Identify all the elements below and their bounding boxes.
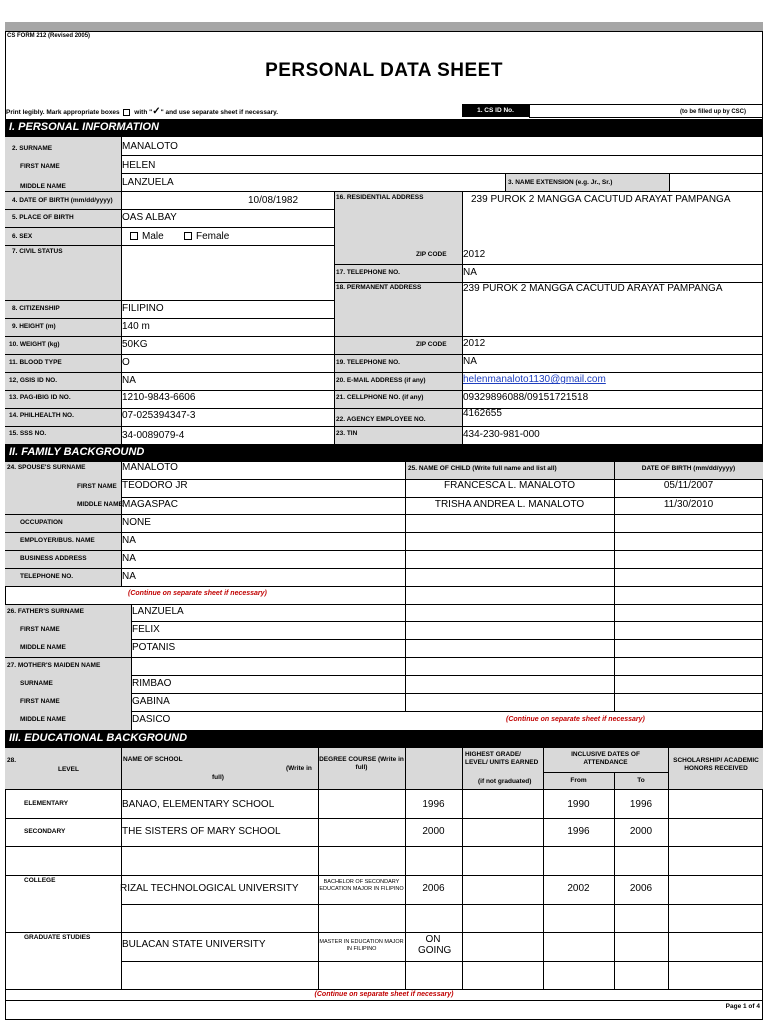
label-sex: 6. SEX [12,233,33,240]
edu-header-level: LEVEL [58,766,79,773]
value-zip-2[interactable]: 2012 [463,338,486,349]
value-father-middle-name[interactable]: POTANIS [132,642,176,653]
label-dob: 4. DATE OF BIRTH (mm/dd/yyyy) [12,197,113,204]
edu-row-degree[interactable]: BACHELOR OF SECONDARY EDUCATION MAJOR IN FILIPINO [319,879,404,892]
edu-row-from[interactable]: 1996 [567,826,590,837]
edu-row-year[interactable]: 2006 [422,883,445,894]
label-first-name: FIRST NAME [20,163,60,170]
label-tel-2: 19. TELEPHONE NO. [336,359,400,366]
label-spouse-middle-name: MIDDLE NAME [77,501,123,508]
continue-note-family-right: (Continue on separate sheet if necessary) [506,716,645,723]
edu-row-school[interactable]: RIZAL TECHNOLOGICAL UNIVERSITY [120,883,299,894]
value-philhealth[interactable]: 07-025394347-3 [122,410,196,421]
edu-header-highest-grade: HIGHEST GRADE/ LEVEL/ UNITS EARNED [465,751,539,766]
value-spouse-surname[interactable]: MANALOTO [122,462,178,473]
instructions: Print legibly. Mark appropriate boxes with "✓" and use separate sheet if necessary. [6,106,279,117]
value-height[interactable]: 140 m [122,321,150,332]
label-mother-first-name: FIRST NAME [20,698,60,705]
checkbox-female-icon[interactable] [184,232,192,240]
edu-row-to[interactable]: 1996 [629,799,653,810]
label-spouse-first-name: FIRST NAME [77,483,117,490]
label-zip-1: ZIP CODE [416,251,447,258]
continue-note-family-left: (Continue on separate sheet if necessary) [128,590,267,597]
value-mother-surname[interactable]: RIMBAO [132,678,172,689]
edu-row-level: COLLEGE [24,877,56,884]
child-dob[interactable]: 05/11/2007 [663,480,714,491]
label-gsis: 12, GSIS ID NO. [9,377,58,384]
edu-header-school: NAME OF SCHOOL [123,756,183,763]
value-dob[interactable]: 10/08/1982 [248,195,299,206]
edu-row-level: ELEMENTARY [24,800,69,807]
edu-header-year-graduated: YEAR GRADUATED [407,742,460,748]
edu-row-year[interactable]: 2000 [422,826,445,837]
value-surname[interactable]: MANALOTO [122,141,178,152]
form-code: CS FORM 212 (Revised 2005) [7,33,91,39]
edu-row-level: SECONDARY [24,828,66,835]
label-perm-address: 18. PERMANENT ADDRESS [336,284,422,291]
label-spouse-surname: 24. SPOUSE'S SURNAME [7,464,86,471]
label-business-address: BUSINESS ADDRESS [20,555,87,562]
edu-header-degree: DEGREE COURSE (Write in full) [319,756,404,771]
label-middle-name: MIDDLE NAME [20,183,66,190]
edu-row-school[interactable]: BANAO, ELEMENTARY SCHOOL [122,799,275,810]
value-tel-1[interactable]: NA [463,267,477,278]
edu-header-highest-note: (if not graduated) [478,778,532,785]
edu-row-degree[interactable]: MASTER IN EDUCATION MAJOR IN FILIPINO [319,939,404,952]
section-family-background: II. FAMILY BACKGROUND [5,444,763,461]
edu-header-num: 28. [7,757,17,764]
label-pagibig: 13. PAG-IBIG ID NO. [9,394,71,401]
edu-header-dates: INCLUSIVE DATES OF ATTENDANCE [571,751,640,766]
value-res-address[interactable]: 239 PUROK 2 MANGGA CACUTUD ARAYAT PAMPANGA [471,194,731,205]
label-weight: 10. WEIGHT (kg) [9,341,60,348]
label-children-header: 25. NAME OF CHILD (Write full name and list all) [408,465,557,472]
value-sss[interactable]: 34-0089079-4 [122,430,185,441]
value-spouse-first-name[interactable]: TEODORO JR [122,480,188,491]
label-agency-no: 22. AGENCY EMPLOYEE NO. [336,416,426,423]
value-business-address[interactable]: NA [122,553,136,564]
label-father-middle-name: MIDDLE NAME [20,644,66,651]
label-employer: EMPLOYER/BUS. NAME [20,537,95,544]
value-employer[interactable]: NA [122,535,136,546]
checkmark-icon: ✓ [152,106,161,117]
child-name[interactable]: FRANCESCA L. MANALOTO [444,480,575,491]
label-mother-middle-name: MIDDLE NAME [20,716,66,723]
checkbox-male-icon[interactable] [130,232,138,240]
value-citizenship[interactable]: FILIPINO [122,303,164,314]
label-sss: 15. SSS NO. [9,430,47,437]
label-father-first-name: FIRST NAME [20,626,60,633]
label-occupation: OCCUPATION [20,519,63,526]
label-tin: 23. TIN [336,430,358,437]
child-name[interactable]: TRISHA ANDREA L. MANALOTO [434,499,585,510]
value-zip-1[interactable]: 2012 [463,249,486,260]
value-weight[interactable]: 50KG [122,339,148,350]
label-name-extension: 3. NAME EXTENSION (e.g. Jr., Sr.) [508,179,613,186]
page-number: Page 1 of 4 [725,1003,760,1010]
label-citizenship: 8. CITIZENSHIP [12,305,60,312]
value-email-link[interactable]: helenmanaloto1130@gmail.com [463,374,606,385]
value-pagibig[interactable]: 1210-9843-6606 [122,392,196,403]
value-mother-middle-name[interactable]: DASICO [132,714,171,725]
value-father-surname[interactable]: LANZUELA [132,606,184,617]
label-civil-status: 7. CIVIL STATUS [12,248,63,255]
top-bar [5,22,763,32]
sex-female-option[interactable]: Female [184,231,229,242]
edu-header-to: To [637,777,645,784]
edu-header-honors: SCHOLARSHIP/ ACADEMIC HONORS RECEIVED [673,757,759,772]
edu-row-year[interactable]: ON GOING [418,934,452,956]
value-first-name[interactable]: HELEN [122,160,156,171]
value-telephone[interactable]: NA [122,571,136,582]
value-gsis[interactable]: NA [122,375,136,386]
continue-note-education: (Continue on separate sheet if necessary) [314,991,454,998]
edu-header-school-note: (Write in [286,765,312,772]
value-spouse-middle-name[interactable]: MAGASPAC [122,499,178,510]
label-mother-surname: SURNAME [20,680,53,687]
edu-header-school-note-2: full) [212,774,224,781]
edu-row-from[interactable]: 1990 [567,799,590,810]
label-zip-2: ZIP CODE [416,341,447,348]
edu-row-from[interactable]: 2002 [567,883,590,894]
label-mother-maiden-name: 27. MOTHER'S MAIDEN NAME [7,662,101,669]
value-perm-address[interactable]: 239 PUROK 2 MANGGA CACUTUD ARAYAT PAMPANGA [463,283,723,294]
label-pob: 5. PLACE OF BIRTH [12,214,74,221]
label-email: 20. E-MAIL ADDRESS (if any) [336,377,426,384]
sex-male-option[interactable]: Male [130,231,164,242]
value-pob[interactable]: OAS ALBAY [122,212,177,223]
edu-row-to[interactable]: 2006 [629,883,653,894]
label-res-address: 16. RESIDENTIAL ADDRESS [336,194,424,201]
value-blood-type[interactable]: O [122,357,130,368]
edu-header-from: From [570,777,587,784]
label-cellphone: 21. CELLPHONE NO. (if any) [336,394,424,401]
value-tel-2[interactable]: NA [463,356,477,367]
label-philhealth: 14. PHILHEALTH NO. [9,412,74,419]
label-telephone: TELEPHONE NO. [20,573,74,580]
cs-id-note: (to be filled up by CSC) [680,109,746,115]
edu-row-school[interactable]: THE SISTERS OF MARY SCHOOL [122,826,281,837]
checkbox-sample-icon [123,109,130,116]
value-mother-first-name[interactable]: GABINA [132,696,170,707]
edu-row-level: GRADUATE STUDIES [24,934,91,941]
value-father-first-name[interactable]: FELIX [132,624,160,635]
label-father-surname: 26. FATHER'S SURNAME [7,608,84,615]
section-educational-background: III. EDUCATIONAL BACKGROUND [5,730,763,747]
value-occupation[interactable]: NONE [122,517,151,528]
address-label-column [334,191,462,444]
page-title: PERSONAL DATA SHEET [265,60,503,81]
label-children-dob-header: DATE OF BIRTH (mm/dd/yyyy) [641,465,736,472]
value-cellphone[interactable]: 09329896088/09151721518 [463,392,589,403]
label-height: 9. HEIGHT (m) [12,323,56,330]
label-tel-1: 17. TELEPHONE NO. [336,269,400,276]
child-dob[interactable]: 11/30/2010 [663,499,714,510]
edu-row-year[interactable]: 1996 [422,799,445,810]
value-tin[interactable]: 434-230-981-000 [463,429,540,440]
section-personal-info: I. PERSONAL INFORMATION [5,119,763,136]
edu-row-to[interactable]: 2000 [629,826,653,837]
cs-id-label: 1. CS ID No. [462,104,529,117]
value-middle-name[interactable]: LANZUELA [122,177,174,188]
value-agency-no[interactable]: 4162655 [463,408,502,419]
label-blood-type: 11. BLOOD TYPE [9,359,62,366]
label-surname: 2. SURNAME [12,145,53,152]
edu-row-school[interactable]: BULACAN STATE UNIVERSITY [122,939,266,950]
